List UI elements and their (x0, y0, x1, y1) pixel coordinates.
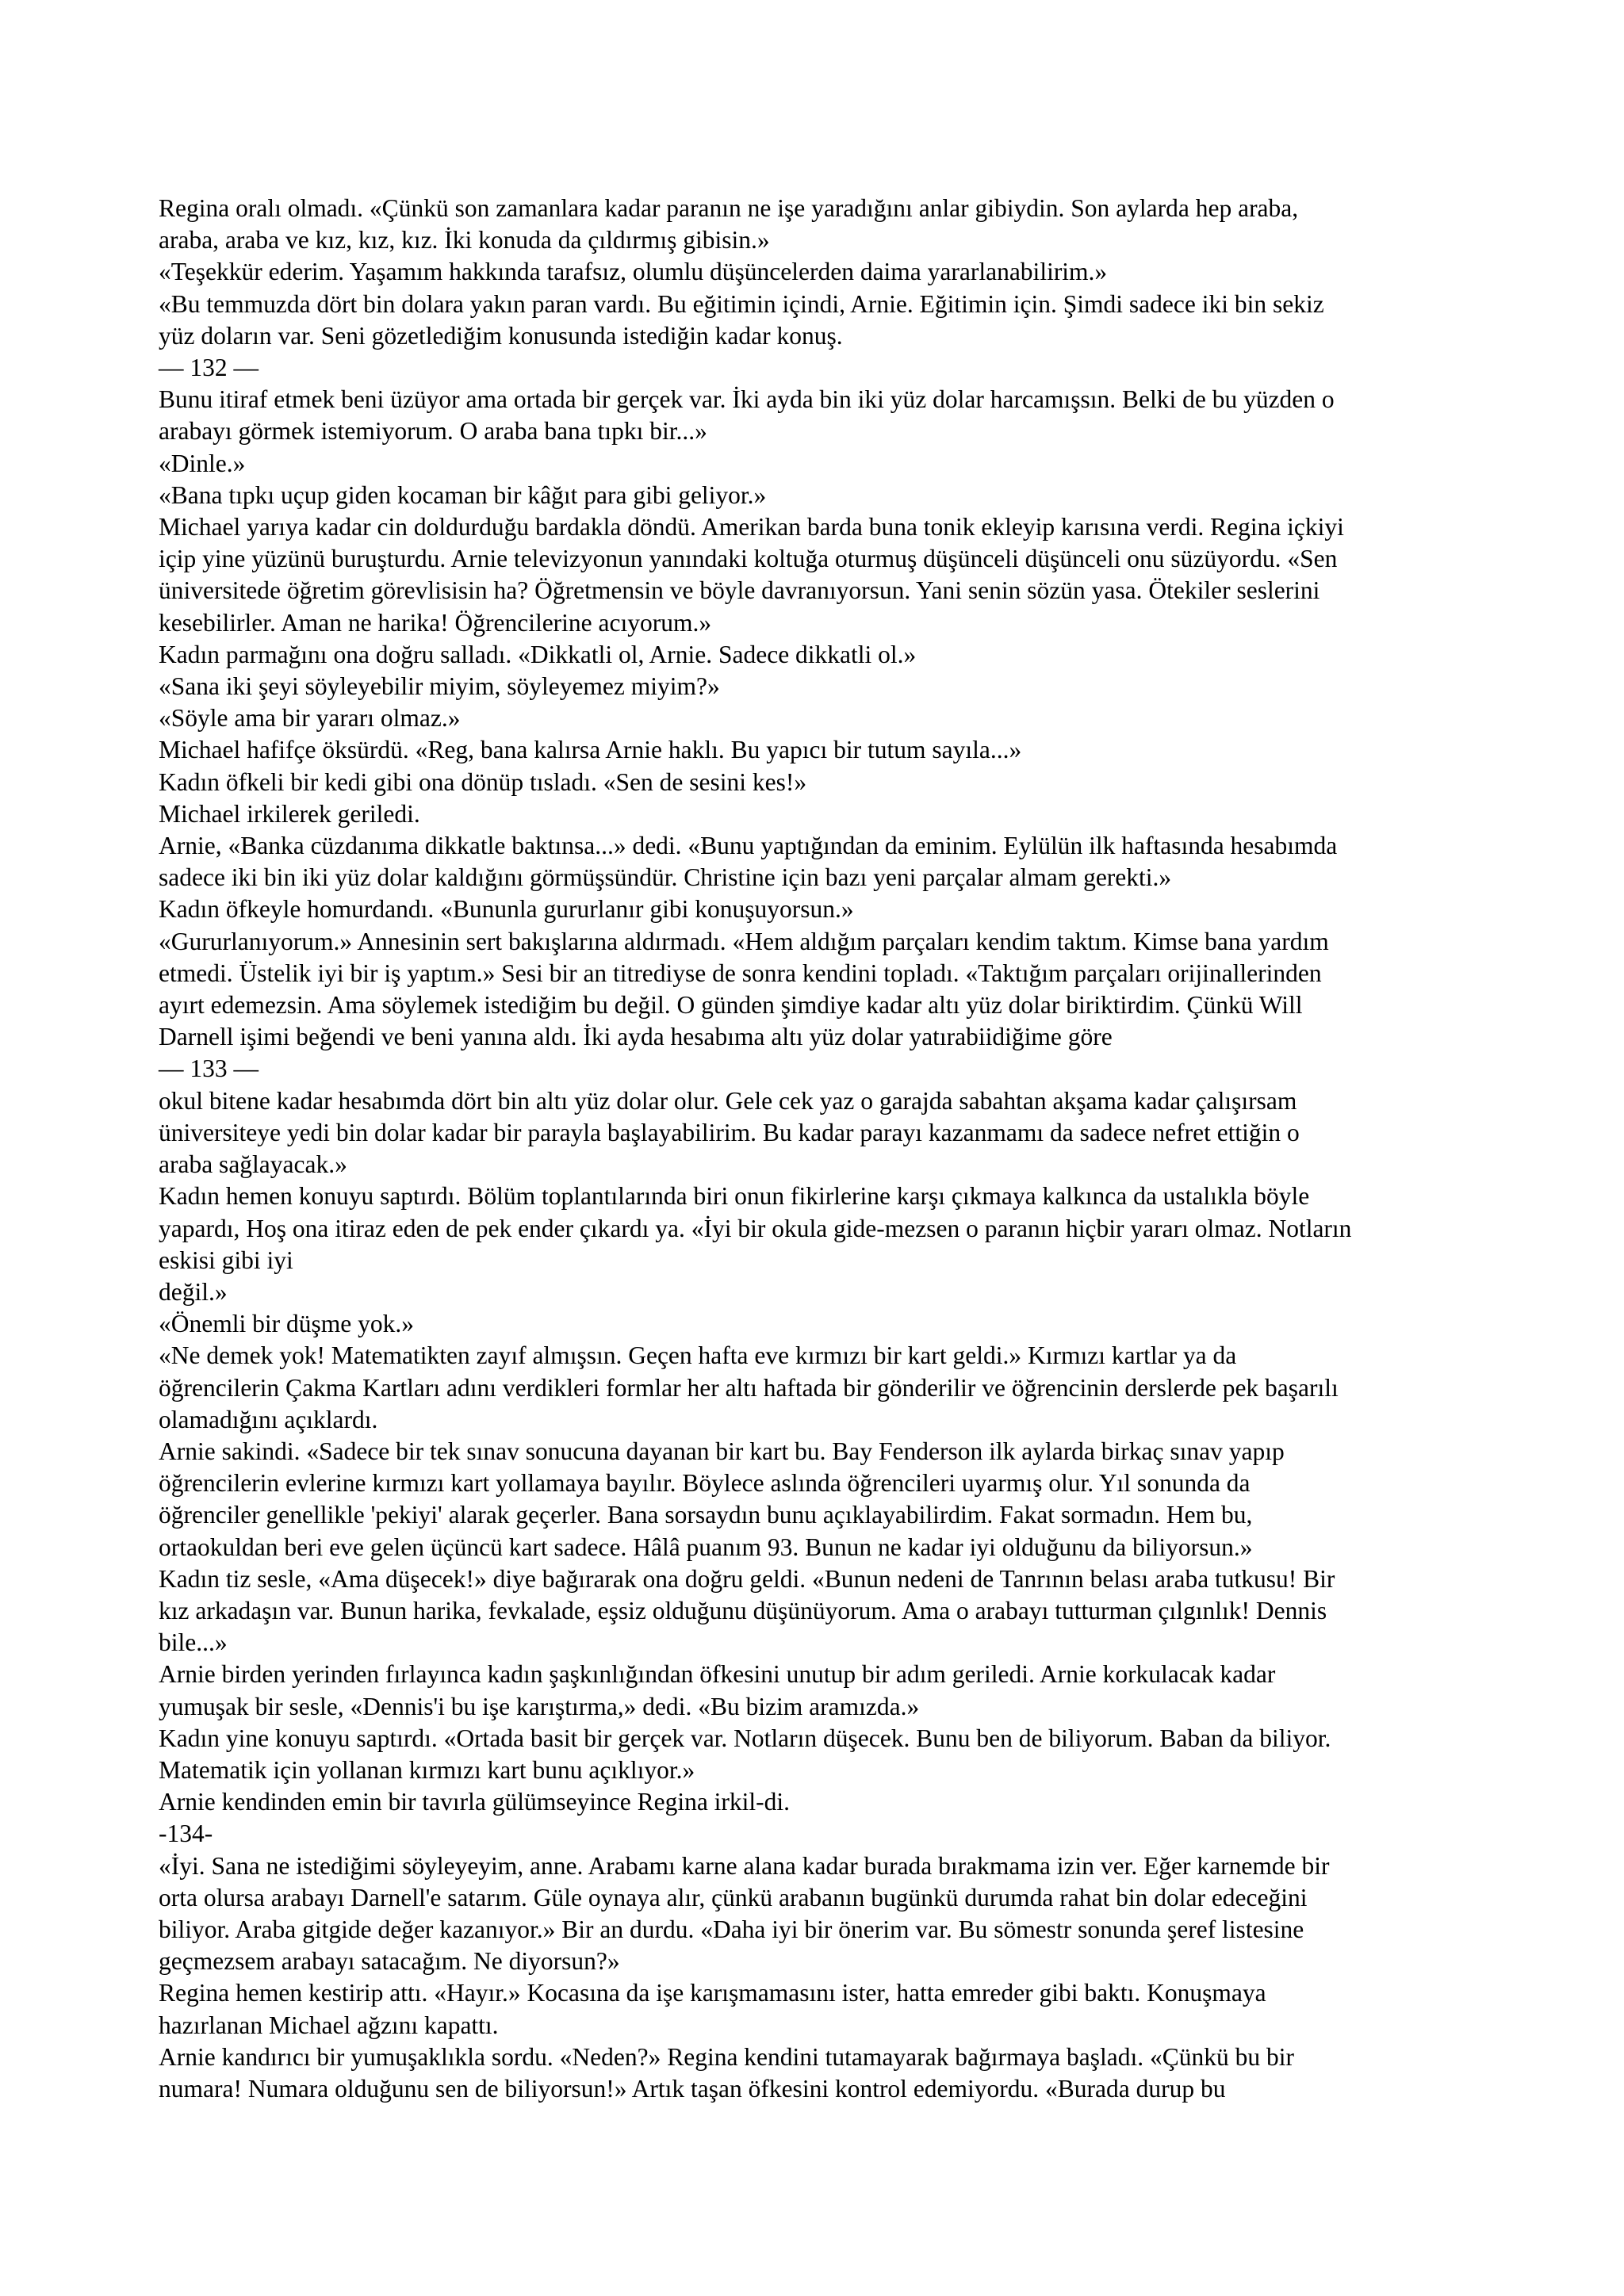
text-line: — 133 — (159, 1054, 259, 1083)
text-line: «Teşekkür ederim. Yaşamım hakkında tarafsız, olumlu düşüncelerden daima yararlanabilirim.» (159, 258, 1108, 286)
text-line: eskisi gibi iyi (159, 1246, 293, 1274)
text-line: Regina hemen kestirip attı. «Hayır.» Kocasına da işe karışmamasını ister, hatta emreder gibi baktı. Konuşmaya (159, 1979, 1266, 2007)
text-line: Kadın yine konuyu saptırdı. «Ortada basit bir gerçek var. Notların düşecek. Bunu ben de biliyorum. Baban da biliyor. (159, 1724, 1331, 1752)
text-line: «Bu temmuzda dört bin dolara yakın paran vardı. Bu eğitimin içindi, Arnie. Eğitimin için. Şimdi sadece iki bin sekiz (159, 289, 1324, 318)
text-line: «Önemli bir düşme yok.» (159, 1310, 414, 1338)
text-line: olamadığını açıklardı. (159, 1405, 378, 1433)
text-line: «Sana iki şeyi söyleyebilir miyim, söyleyemez miyim?» (159, 672, 720, 701)
text-line: kesebilirler. Aman ne harika! Öğrencilerine acıyorum.» (159, 608, 712, 637)
text-column (159, 193, 1487, 2105)
text-line: Arnie kandırıcı bir yumuşaklıkla sordu. «Neden?» Regina kendini tutamayarak bağırmaya başladı. «Çünkü bu bir (159, 2042, 1295, 2071)
text-line: üniversitede öğretim görevlisisin ha? Öğretmensin ve böyle davranıyorsun. Yani senin sözün yasa. Ötekiler seslerini (159, 576, 1320, 605)
text-line: Kadın öfkeyle homurdandı. «Bununla gururlanır gibi konuşuyorsun.» (159, 895, 854, 924)
text-line: «Söyle ama bir yararı olmaz.» (159, 704, 461, 733)
text-line: öğrencilerin Çakma Kartları adını verdikleri formlar her altı haftada bir gönderilir ve öğrencinin derslerde pek başarılı (159, 1373, 1339, 1402)
text-line: değil.» (159, 1277, 228, 1306)
text-line: öğrenciler genellikle 'pekiyi' alarak geçerler. Bana sorsaydın bunu açıklayabilirdim. Fakat sormadın. Hem bu, (159, 1501, 1253, 1529)
text-line: Bunu itiraf etmek beni üzüyor ama ortada bir gerçek var. İki ayda bin iki yüz dolar harcamışsın. Belki de bu yüzden o (159, 385, 1335, 414)
text-line: hazırlanan Michael ağzını kapattı. (159, 2011, 499, 2039)
text-line: Arnie birden yerinden fırlayınca kadın şaşkınlığından öfkesini unutup bir adım geriledi. Arnie korkulacak kadar (159, 1660, 1276, 1689)
text-line: bile...» (159, 1628, 228, 1657)
text-line: öğrencilerin evlerine kırmızı kart yollamaya bayılır. Böylece aslında öğrencileri uyarmış olur. Yıl sonunda da (159, 1469, 1251, 1498)
text-line: Kadın hemen konuyu saptırdı. Bölüm toplantılarında biri onun fikirlerine karşı çıkmaya kalkınca da ustalıkla böyle (159, 1182, 1310, 1211)
text-line: biliyor. Araba gitgide değer kazanıyor.» Bir an durdu. «Daha iyi bir önerim var. Bu sömestr sonunda şeref listesine (159, 1915, 1304, 1943)
text-line: yüz doların var. Seni gözetlediğim konusunda istediğin kadar konuş. (159, 321, 843, 350)
text-line: araba sağlayacak.» (159, 1150, 347, 1179)
text-line: -134- (159, 1820, 213, 1848)
text-line: Michael irkilerek geriledi. (159, 799, 420, 828)
text-line: yumuşak bir sesle, «Dennis'i bu işe karıştırma,» dedi. «Bu bizim aramızda.» (159, 1692, 920, 1720)
text-line: etmedi. Üstelik iyi bir iş yaptım.» Sesi bir an titrediyse de sonra kendini topladı. «Taktığım parçaları orijinallerinden (159, 959, 1322, 987)
text-line: «Gururlanıyorum.» Annesinin sert bakışlarına aldırmadı. «Hem aldığım parçaları kendim taktım. Kimse bana yardım (159, 927, 1329, 955)
text-line: Kadın parmağını ona doğru salladı. «Dikkatli ol, Arnie. Sadece dikkatli ol.» (159, 640, 917, 668)
text-line: Arnie sakindi. «Sadece bir tek sınav sonucuna dayanan bir kart bu. Bay Fenderson ilk aylarda birkaç sınav yapıp (159, 1437, 1285, 1465)
text-line: orta olursa arabayı Darnell'e satarım. Güle oynaya alır, çünkü arabanın bugünkü durumda rahat bin dolar edeceğini (159, 1883, 1308, 1911)
text-line: üniversiteye yedi bin dolar kadar bir parayla başlayabilirim. Bu kadar parayı kazanmamı da sadece nefret ettiğin o (159, 1118, 1300, 1146)
text-line: geçmezsem arabayı satacağım. Ne diyorsun?» (159, 1947, 620, 1976)
text-line: kız arkadaşın var. Bunun harika, fevkalade, eşsiz olduğunu düşünüyorum. Ama o arabayı tutturman çılgınlık! Dennis (159, 1596, 1327, 1624)
text-line: «Dinle.» (159, 449, 246, 477)
text-line: okul bitene kadar hesabımda dört bin altı yüz dolar olur. Gele cek yaz o garajda sabahtan akşama kadar çalışırsam (159, 1086, 1297, 1115)
text-line: Darnell işimi beğendi ve beni yanına aldı. İki ayda hesabıma altı yüz dolar yatırabiidiğime göre (159, 1023, 1113, 1051)
text-line: «Ne demek yok! Matematikten zayıf almışsın. Geçen hafta eve kırmızı bir kart geldi.» Kırmızı kartlar ya da (159, 1341, 1237, 1370)
text-line: araba, araba ve kız, kız, kız. İki konuda da çıldırmış gibisin.» (159, 226, 770, 254)
text-line: Michael yarıya kadar cin doldurduğu bardakla döndü. Amerikan barda buna tonik ekleyip karısına verdi. Regina içkiyi (159, 513, 1344, 541)
text-line: içip yine yüzünü buruşturdu. Arnie televizyonun yanındaki koltuğa oturmuş düşünceli düşünceli onu süzüyordu. «Sen (159, 545, 1338, 573)
text-line: numara! Numara olduğunu sen de biliyorsun!» Artık taşan öfkesini kontrol edemiyordu. «Burada durup bu (159, 2074, 1226, 2103)
text-line: ortaokuldan beri eve gelen üçüncü kart sadece. Hâlâ puanım 93. Bunun ne kadar iyi olduğunu da biliyorsun.» (159, 1533, 1253, 1561)
text-line: Michael hafifçe öksürdü. «Reg, bana kalırsa Arnie haklı. Bu yapıcı bir tutum sayıla...» (159, 736, 1022, 764)
text-line: sadece iki bin iki yüz dolar kaldığını görmüşsündür. Christine için bazı yeni parçalar almam gerekti.» (159, 863, 1172, 892)
text-line: Regina oralı olmadı. «Çünkü son zamanlara kadar paranın ne işe yaradığını anlar gibiydin. Son aylarda hep araba, (159, 194, 1299, 222)
text-line: Arnie kendinden emin bir tavırla gülümseyince Regina irkil-di. (159, 1788, 791, 1816)
text-line: Kadın tiz sesle, «Ama düşecek!» diye bağırarak ona doğru geldi. «Bunun nedeni de Tanrının belası araba tutkusu! Bir (159, 1564, 1335, 1593)
text-line: yapardı, Hoş ona itiraz eden de pek ender çıkardı ya. «İyi bir okula gide-mezsen o paranın hiçbir yararı olmaz. Notların (159, 1214, 1352, 1242)
text-line: — 132 — (159, 354, 259, 382)
text-line: Matematik için yollanan kırmızı kart bunu açıklıyor.» (159, 1755, 695, 1784)
text-line: Arnie, «Banka cüzdanıma dikkatle baktınsa...» dedi. «Bunu yaptığından da eminim. Eylülün ilk haftasında hesabımda (159, 832, 1338, 860)
text-line: Kadın öfkeli bir kedi gibi ona dönüp tısladı. «Sen de sesini kes!» (159, 767, 807, 796)
text-line: ayırt edemezsin. Ama söylemek istediğim bu değil. O günden şimdiye kadar altı yüz dolar biriktirdim. Çünkü Will (159, 991, 1303, 1020)
text-line: «Bana tıpkı uçup giden kocaman bir kâğıt para gibi geliyor.» (159, 480, 767, 509)
text-line: «İyi. Sana ne istediğimi söyleyeyim, anne. Arabamı karne alana kadar burada bırakmama izin ver. Eğer karnemde bir (159, 1851, 1330, 1880)
text-line: arabayı görmek istemiyorum. O araba bana tıpkı bir...» (159, 417, 707, 446)
